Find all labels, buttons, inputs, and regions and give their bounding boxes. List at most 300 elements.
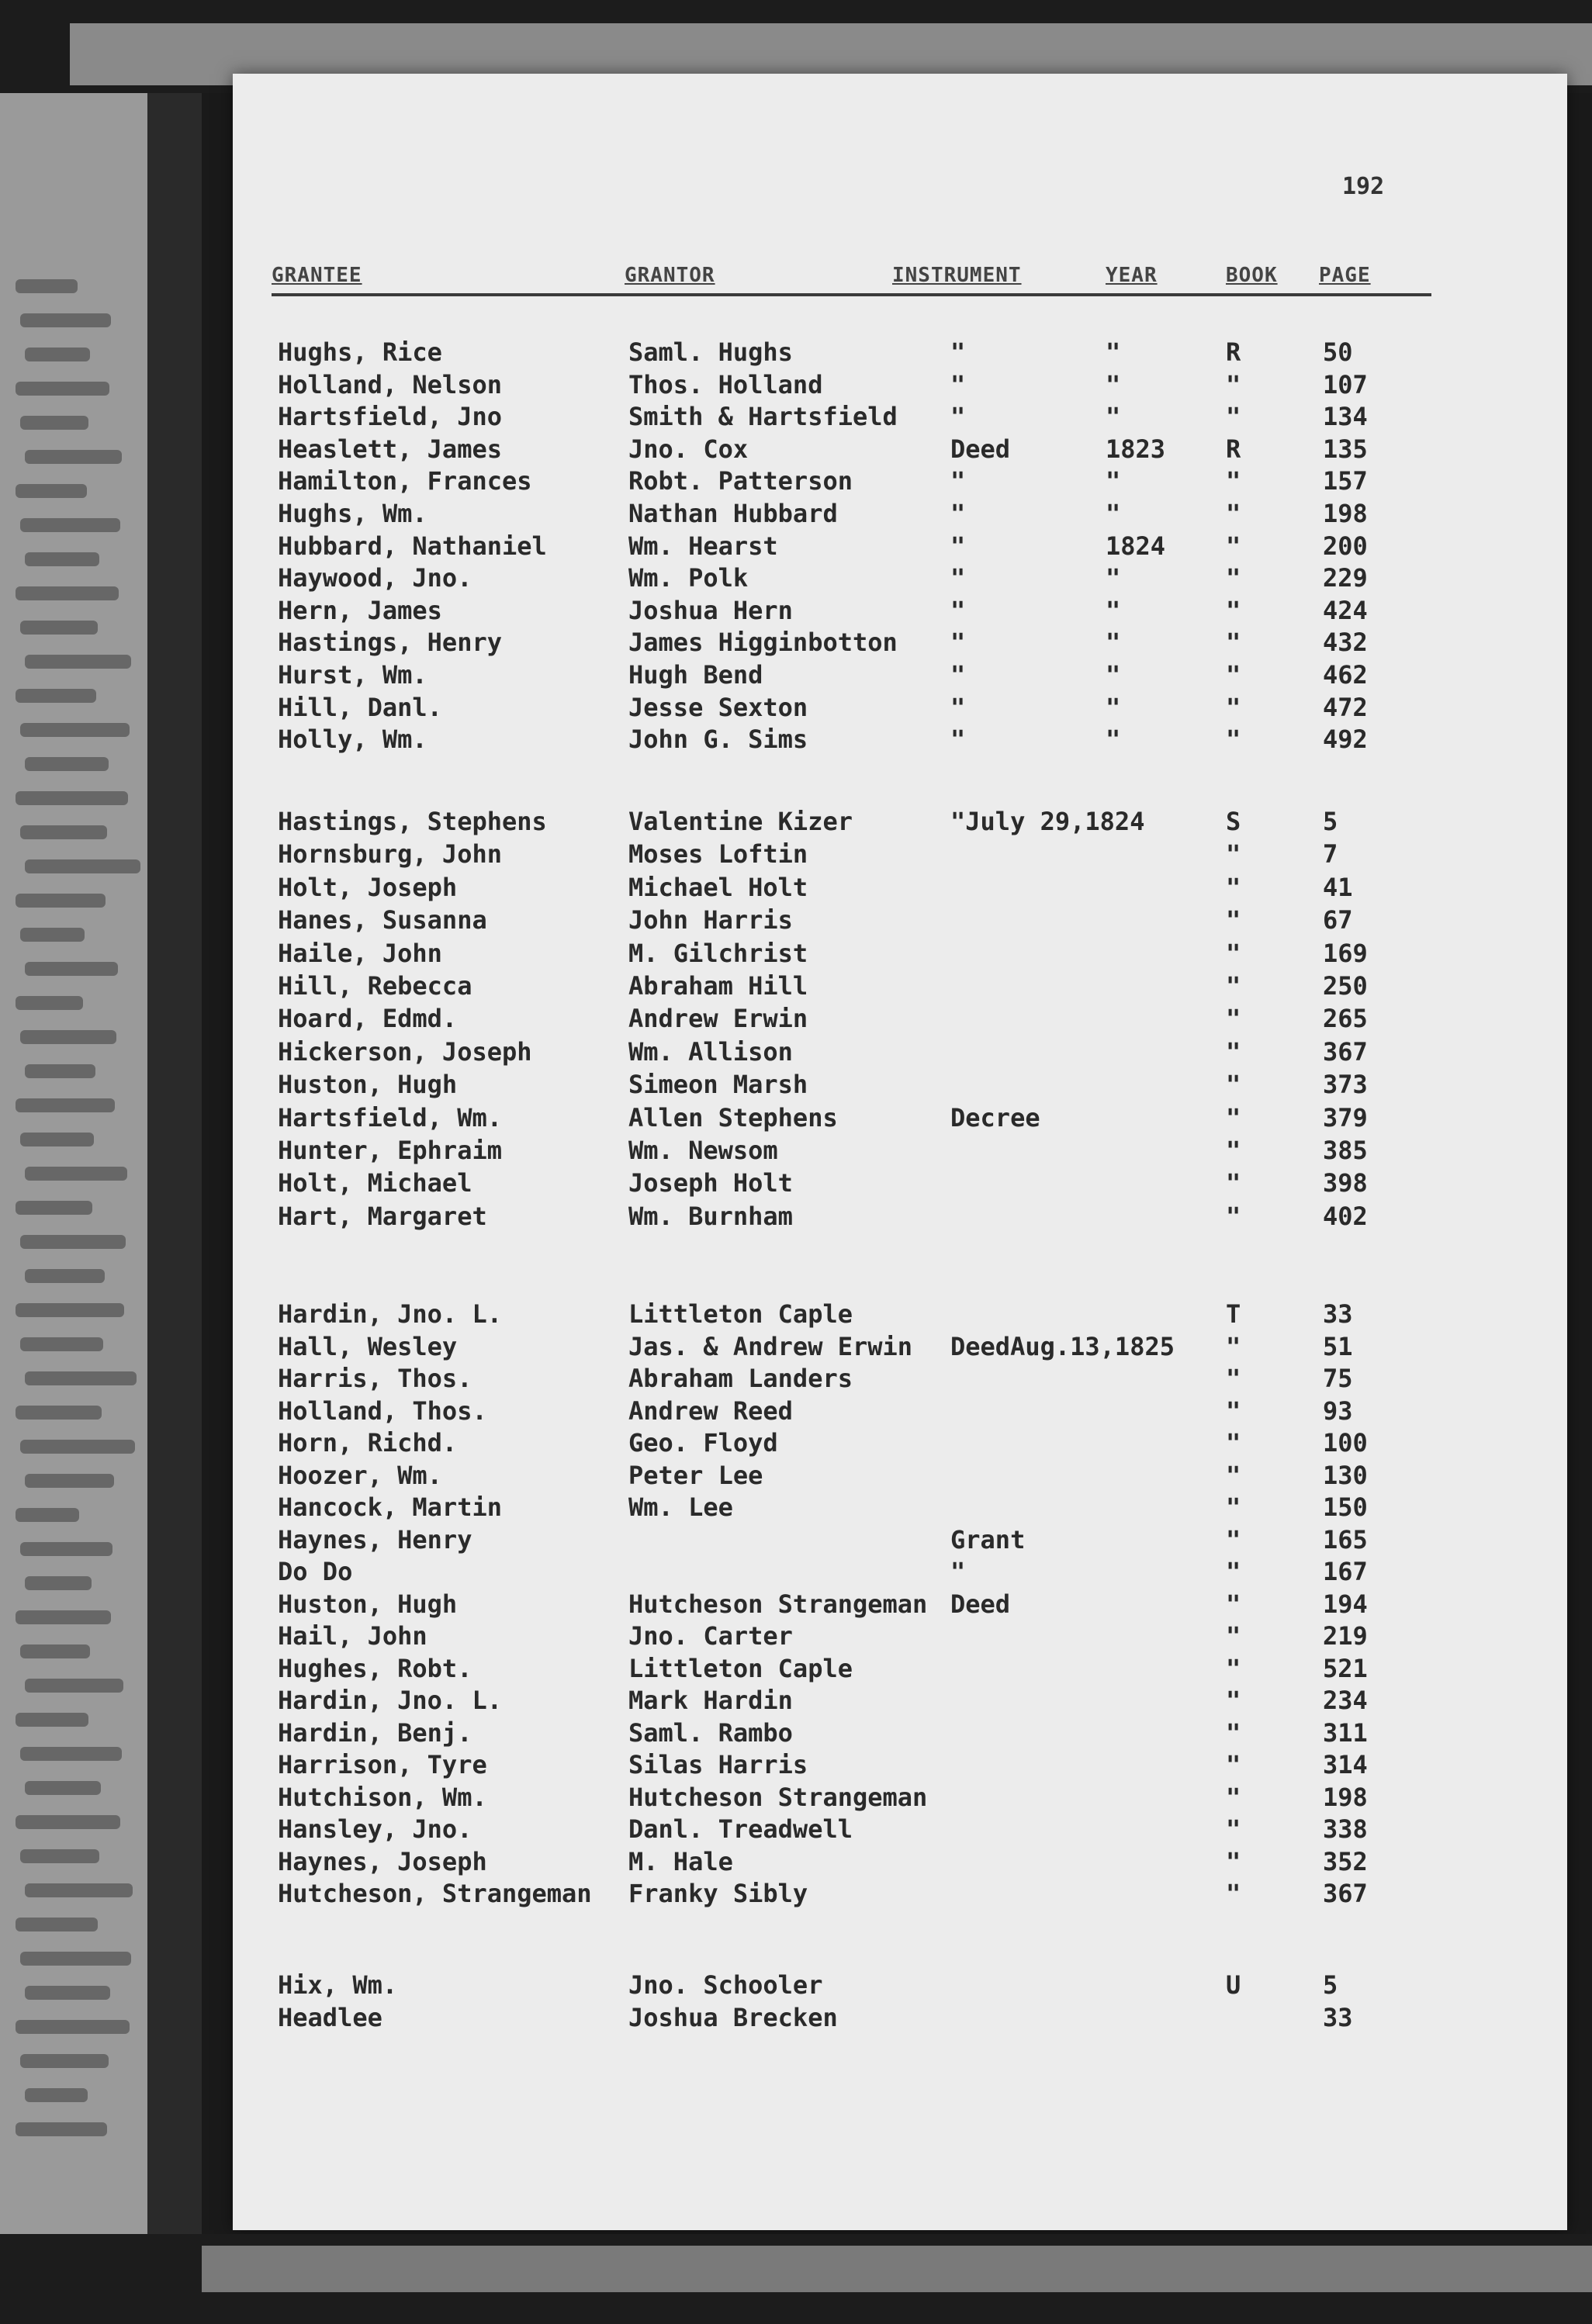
cell-year: " [1106, 466, 1121, 496]
cell-page: 385 [1323, 1136, 1368, 1165]
cell-year: " [1106, 563, 1121, 593]
cell-instrument: Decree [950, 1102, 1040, 1133]
cell-grantee: Hastings, Henry [278, 628, 502, 658]
previous-page-text-fragment [16, 1406, 102, 1420]
cell-grantee: Hail, John [278, 1621, 427, 1651]
cell-grantor: Valentine Kizer [628, 807, 853, 836]
ledger-row [233, 1037, 1567, 1068]
cell-book: T [1226, 1299, 1241, 1329]
cell-book: " [1226, 369, 1241, 399]
cell-grantor: Hutcheson Strangeman [628, 1782, 928, 1812]
ledger-row [233, 1557, 1567, 1588]
previous-page-text-fragment [16, 1098, 115, 1112]
previous-page-text-fragment [25, 1064, 95, 1078]
previous-page-text-fragment [25, 450, 122, 464]
cell-page: 194 [1323, 1589, 1368, 1619]
previous-page-text-fragment [20, 825, 107, 839]
ledger-row [233, 725, 1567, 756]
cell-grantor: Abraham Landers [628, 1364, 853, 1393]
cell-grantee: Hansley, Jno. [278, 1814, 472, 1844]
cell-book: " [1226, 1557, 1241, 1586]
cell-grantee: Holt, Michael [278, 1168, 472, 1198]
cell-book: " [1226, 1036, 1241, 1067]
cell-page: 67 [1323, 905, 1353, 935]
cell-grantor: Wm. Newsom [628, 1136, 778, 1165]
cell-instrument: " [950, 337, 966, 367]
cell-page: 169 [1323, 938, 1368, 968]
ledger-row [233, 337, 1567, 368]
previous-page-text-fragment [20, 518, 120, 532]
cell-grantor: Andrew Erwin [628, 1004, 808, 1034]
ledger-row [233, 1103, 1567, 1134]
cell-page: 200 [1323, 531, 1368, 561]
cell-grantor: Geo. Floyd [628, 1428, 778, 1458]
cell-page: 198 [1323, 499, 1368, 528]
cell-page: 314 [1323, 1750, 1368, 1779]
ledger-row [233, 370, 1567, 401]
previous-page-text-fragment [25, 757, 109, 771]
cell-grantor: Nathan Hubbard [628, 499, 838, 528]
cell-grantor: Littleton Caple [628, 1299, 853, 1329]
previous-page-text-fragment [20, 1337, 103, 1351]
cell-page: 472 [1323, 692, 1368, 722]
previous-page-text-fragment [25, 1269, 105, 1283]
ledger-row [233, 1428, 1567, 1459]
cell-page: 398 [1323, 1168, 1368, 1198]
cell-grantee: Hancock, Martin [278, 1492, 502, 1522]
cell-grantor: Peter Lee [628, 1460, 763, 1490]
ledger-row [233, 499, 1567, 530]
cell-instrument: " [950, 595, 966, 625]
previous-page-text-fragment [16, 586, 119, 600]
cell-instrument: "July 29,1824 [950, 807, 1145, 836]
cell-book: " [1226, 1460, 1241, 1490]
cell-instrument: " [950, 466, 966, 496]
cell-page: 107 [1323, 369, 1368, 399]
cell-grantee: Headlee [278, 2003, 382, 2032]
previous-page-text-fragment [16, 1201, 92, 1215]
ledger-row [233, 1879, 1567, 1910]
cell-book: " [1226, 1653, 1241, 1683]
cell-grantee: Hardin, Jno. L. [278, 1686, 502, 1715]
previous-page-text-fragment [20, 1542, 112, 1556]
previous-page-text-fragment [20, 1133, 94, 1146]
cell-book: " [1226, 595, 1241, 625]
cell-grantee: Hutcheson, Strangeman [278, 1879, 592, 1908]
cell-instrument: " [950, 628, 966, 658]
cell-grantor: Wm. Polk [628, 563, 749, 593]
previous-page-text-fragment [25, 552, 99, 566]
cell-grantor: Joshua Brecken [628, 2003, 838, 2032]
cell-page: 424 [1323, 595, 1368, 625]
header-page: PAGE [1319, 264, 1371, 287]
cell-page: 5 [1323, 1970, 1338, 2000]
ledger-row [233, 1136, 1567, 1167]
previous-page-text-fragment [16, 1918, 98, 1931]
cell-page: 402 [1323, 1201, 1368, 1231]
previous-page-text-fragment [20, 928, 85, 942]
cell-year: " [1106, 595, 1121, 625]
cell-grantee: Hickerson, Joseph [278, 1036, 532, 1067]
previous-page-text-fragment [20, 1849, 99, 1863]
cell-grantee: Hill, Rebecca [278, 971, 472, 1001]
cell-book: " [1226, 531, 1241, 561]
cell-grantee: Haywood, Jno. [278, 563, 472, 593]
cell-grantor: Hugh Bend [628, 660, 763, 690]
cell-year: " [1106, 628, 1121, 658]
cell-page: 265 [1323, 1004, 1368, 1034]
cell-book: " [1226, 402, 1241, 432]
cell-grantor: Robt. Patterson [628, 466, 853, 496]
cell-grantor: Saml. Hughs [628, 337, 793, 367]
cell-book: " [1226, 938, 1241, 968]
cell-grantee: Harrison, Tyre [278, 1750, 487, 1779]
cell-page: 7 [1323, 839, 1338, 870]
previous-page-text-fragment [16, 382, 109, 396]
cell-book: " [1226, 971, 1241, 1001]
cell-page: 135 [1323, 434, 1368, 464]
previous-page-text-fragment [25, 962, 118, 976]
cell-instrument: " [950, 402, 966, 432]
previous-page-text-fragment [16, 1815, 120, 1829]
ledger-page [233, 74, 1567, 2230]
previous-page-text-fragment [20, 1235, 126, 1249]
previous-page-text-fragment [16, 2020, 130, 2034]
cell-instrument: " [950, 692, 966, 722]
cell-grantor: Joseph Holt [628, 1168, 793, 1198]
ledger-row [233, 531, 1567, 562]
previous-page-text-fragment [20, 1644, 90, 1658]
cell-grantor: M. Hale [628, 1846, 733, 1876]
cell-page: 51 [1323, 1331, 1353, 1361]
cell-grantee: Holland, Nelson [278, 369, 502, 399]
previous-page-text-fragment [25, 1883, 133, 1897]
cell-grantee: Harris, Thos. [278, 1364, 472, 1393]
cell-grantee: Hartsfield, Wm. [278, 1102, 502, 1133]
ledger-row [233, 1970, 1567, 2001]
cell-book: " [1226, 466, 1241, 496]
cell-grantor: Jno. Schooler [628, 1970, 823, 2000]
cell-instrument: " [950, 725, 966, 755]
previous-page-text-fragment [25, 348, 90, 361]
cell-page: 367 [1323, 1036, 1368, 1067]
cell-grantee: Hughs, Rice [278, 337, 442, 367]
ledger-row [233, 1814, 1567, 1845]
cell-book: " [1226, 839, 1241, 870]
cell-grantee: Huston, Hugh [278, 1070, 458, 1100]
cell-page: 50 [1323, 337, 1353, 367]
cell-page: 5 [1323, 807, 1338, 836]
cell-grantee: Holly, Wm. [278, 725, 427, 755]
cell-book: " [1226, 1846, 1241, 1876]
cell-grantor: Littleton Caple [628, 1653, 853, 1683]
cell-book: " [1226, 1070, 1241, 1100]
ledger-row [233, 807, 1567, 838]
cell-grantor: Wm. Burnham [628, 1201, 793, 1231]
previous-page-text-fragment [20, 1952, 131, 1966]
previous-page-text-fragment [25, 1576, 92, 1590]
cell-page: 521 [1323, 1653, 1368, 1683]
cell-grantor: Jesse Sexton [628, 692, 808, 722]
cell-grantee: Hoozer, Wm. [278, 1460, 442, 1490]
cell-grantor: Saml. Rambo [628, 1717, 793, 1748]
cell-year: " [1106, 725, 1121, 755]
ledger-row [233, 596, 1567, 627]
cell-book: " [1226, 1395, 1241, 1426]
previous-page-edge [0, 93, 147, 2234]
previous-page-text-fragment [20, 2054, 109, 2068]
previous-page-text-fragment [16, 894, 106, 908]
ledger-row [233, 1492, 1567, 1523]
cell-book: " [1226, 628, 1241, 658]
cell-grantee: Hardin, Jno. L. [278, 1299, 502, 1329]
cell-page: 93 [1323, 1395, 1353, 1426]
cell-grantor: Mark Hardin [628, 1686, 793, 1715]
cell-page: 379 [1323, 1102, 1368, 1133]
cell-page: 130 [1323, 1460, 1368, 1490]
cell-grantor: Simeon Marsh [628, 1070, 808, 1100]
ledger-row [233, 402, 1567, 433]
cell-page: 100 [1323, 1428, 1368, 1458]
cell-page: 33 [1323, 2003, 1353, 2032]
cell-grantee: Do Do [278, 1557, 353, 1586]
cell-grantor: Abraham Hill [628, 971, 808, 1001]
cell-page: 33 [1323, 1299, 1353, 1329]
previous-page-text-fragment [16, 1713, 88, 1727]
cell-book: " [1226, 1621, 1241, 1651]
previous-page-text-fragment [25, 859, 140, 873]
cell-instrument: DeedAug.13,1825 [950, 1331, 1175, 1361]
cell-grantor: Hutcheson Strangeman [628, 1589, 928, 1619]
ledger-row [233, 1070, 1567, 1101]
header-instrument: INSTRUMENT [892, 264, 1022, 287]
cell-instrument: " [950, 531, 966, 561]
previous-page-text-fragment [16, 996, 83, 1010]
cell-book: R [1226, 337, 1241, 367]
cell-book: " [1226, 1331, 1241, 1361]
cell-instrument: " [950, 499, 966, 528]
previous-page-text-fragment [20, 1440, 135, 1454]
cell-book: " [1226, 872, 1241, 902]
cell-grantee: Hornsburg, John [278, 839, 502, 870]
cell-grantee: Holland, Thos. [278, 1395, 487, 1426]
cell-page: 432 [1323, 628, 1368, 658]
cell-book: " [1226, 1201, 1241, 1231]
cell-grantee: Hartsfield, Jno [278, 402, 502, 432]
cell-grantor: Allen Stephens [628, 1102, 838, 1133]
cell-grantee: Holt, Joseph [278, 872, 458, 902]
cell-book: " [1226, 1814, 1241, 1844]
cell-instrument: Deed [950, 434, 1011, 464]
cell-book: " [1226, 1524, 1241, 1555]
cell-grantee: Hughes, Robt. [278, 1653, 472, 1683]
cell-book: " [1226, 1102, 1241, 1133]
cell-book: " [1226, 660, 1241, 690]
cell-grantee: Hanes, Susanna [278, 905, 487, 935]
previous-page-text-fragment [20, 1030, 116, 1044]
cell-page: 150 [1323, 1492, 1368, 1522]
page-number: 192 [1342, 173, 1385, 200]
ledger-row [233, 1202, 1567, 1233]
ledger-row [233, 1004, 1567, 1035]
cell-instrument: " [950, 369, 966, 399]
cell-instrument: Grant [950, 1524, 1026, 1555]
cell-year: 1823 [1106, 434, 1166, 464]
cell-grantee: Hubbard, Nathaniel [278, 531, 547, 561]
previous-page-text-fragment [16, 1508, 79, 1522]
header-grantor: GRANTOR [625, 264, 715, 287]
cell-page: 219 [1323, 1621, 1368, 1651]
cell-year: " [1106, 337, 1121, 367]
cell-book: " [1226, 1428, 1241, 1458]
cell-grantee: Hill, Danl. [278, 692, 442, 722]
cell-page: 75 [1323, 1364, 1353, 1393]
cell-book: " [1226, 1782, 1241, 1812]
cell-page: 367 [1323, 1879, 1368, 1908]
cell-grantor: Thos. Holland [628, 369, 823, 399]
cell-grantee: Haynes, Henry [278, 1524, 472, 1555]
cell-grantee: Hurst, Wm. [278, 660, 427, 690]
ledger-row [233, 1621, 1567, 1652]
cell-grantor: M. Gilchrist [628, 938, 808, 968]
cell-book: " [1226, 1492, 1241, 1522]
cell-grantor: Michael Holt [628, 872, 808, 902]
cell-instrument: " [950, 1557, 966, 1586]
cell-grantee: Haynes, Joseph [278, 1846, 487, 1876]
previous-page-text-fragment [25, 1679, 123, 1693]
ledger-row [233, 466, 1567, 497]
cell-year: " [1106, 369, 1121, 399]
cell-page: 462 [1323, 660, 1368, 690]
ledger-row [233, 2003, 1567, 2034]
cell-instrument: " [950, 563, 966, 593]
cell-page: 167 [1323, 1557, 1368, 1586]
cell-year: 1824 [1106, 531, 1166, 561]
cell-page: 352 [1323, 1846, 1368, 1876]
cell-grantee: Hastings, Stephens [278, 807, 547, 836]
previous-page-text-fragment [20, 723, 130, 737]
film-bottom-strip [202, 2246, 1592, 2292]
ledger-row [233, 1847, 1567, 1878]
cell-book: " [1226, 725, 1241, 755]
cell-book: " [1226, 563, 1241, 593]
cell-grantor: Smith & Hartsfield [628, 402, 898, 432]
cell-book: " [1226, 1168, 1241, 1198]
cell-grantor: Andrew Reed [628, 1395, 793, 1426]
cell-grantor: Franky Sibly [628, 1879, 808, 1908]
cell-page: 157 [1323, 466, 1368, 496]
ledger-row [233, 1168, 1567, 1199]
cell-grantor: Wm. Lee [628, 1492, 733, 1522]
cell-grantor: Wm. Allison [628, 1036, 793, 1067]
cell-grantor: John Harris [628, 905, 793, 935]
cell-book: " [1226, 1589, 1241, 1619]
cell-year: " [1106, 402, 1121, 432]
previous-page-text-fragment [16, 484, 87, 498]
cell-page: 134 [1323, 402, 1368, 432]
cell-grantor: Joshua Hern [628, 595, 793, 625]
ledger-row [233, 1332, 1567, 1363]
previous-page-text-fragment [25, 2088, 88, 2102]
cell-book: " [1226, 905, 1241, 935]
ledger-row [233, 1783, 1567, 1814]
cell-book: " [1226, 692, 1241, 722]
cell-page: 492 [1323, 725, 1368, 755]
cell-book: U [1226, 1970, 1241, 2000]
ledger-row [233, 1461, 1567, 1492]
previous-page-text-fragment [25, 1167, 127, 1181]
cell-grantee: Huston, Hugh [278, 1589, 458, 1619]
cell-grantee: Haile, John [278, 938, 442, 968]
cell-page: 229 [1323, 563, 1368, 593]
cell-grantor: John G. Sims [628, 725, 808, 755]
previous-page-text-fragment [16, 1610, 111, 1624]
cell-book: " [1226, 1717, 1241, 1748]
cell-grantee: Hart, Margaret [278, 1201, 487, 1231]
ledger-row [233, 1718, 1567, 1749]
cell-page: 311 [1323, 1717, 1368, 1748]
ledger-row [233, 660, 1567, 691]
previous-page-text-fragment [20, 621, 98, 635]
previous-page-text-fragment [16, 2122, 107, 2136]
cell-grantee: Hardin, Benj. [278, 1717, 472, 1748]
cell-grantee: Hern, James [278, 595, 442, 625]
cell-grantee: Horn, Richd. [278, 1428, 458, 1458]
ledger-row [233, 1396, 1567, 1427]
header-year: YEAR [1106, 264, 1158, 287]
ledger-row [233, 971, 1567, 1002]
cell-grantor: Jno. Carter [628, 1621, 793, 1651]
ledger-row [233, 563, 1567, 594]
cell-book: " [1226, 1686, 1241, 1715]
header-book: BOOK [1226, 264, 1278, 287]
ledger-row [233, 905, 1567, 936]
cell-page: 250 [1323, 971, 1368, 1001]
ledger-row [233, 1299, 1567, 1330]
header-rule [272, 293, 1431, 296]
ledger-row [233, 839, 1567, 870]
cell-year: " [1106, 692, 1121, 722]
header-grantee: GRANTEE [272, 264, 362, 287]
cell-book: " [1226, 1136, 1241, 1165]
ledger-row [233, 1589, 1567, 1620]
cell-book: " [1226, 499, 1241, 528]
ledger-row [233, 628, 1567, 659]
previous-page-text-fragment [25, 1986, 110, 2000]
cell-grantee: Hutchison, Wm. [278, 1782, 487, 1812]
previous-page-text-fragment [16, 279, 78, 293]
cell-grantor: Silas Harris [628, 1750, 808, 1779]
ledger-row [233, 873, 1567, 904]
cell-page: 41 [1323, 872, 1353, 902]
cell-grantee: Hamilton, Frances [278, 466, 532, 496]
cell-page: 338 [1323, 1814, 1368, 1844]
cell-grantee: Heaslett, James [278, 434, 502, 464]
previous-page-text-fragment [20, 313, 111, 327]
ledger-row [233, 1750, 1567, 1781]
ledger-row [233, 434, 1567, 465]
cell-book: " [1226, 1879, 1241, 1908]
cell-book: R [1226, 434, 1241, 464]
cell-year: " [1106, 499, 1121, 528]
previous-page-text-fragment [25, 1781, 101, 1795]
cell-instrument: " [950, 660, 966, 690]
cell-grantee: Hix, Wm. [278, 1970, 398, 2000]
previous-page-text-fragment [20, 1747, 122, 1761]
cell-grantee: Hunter, Ephraim [278, 1136, 502, 1165]
ledger-row [233, 693, 1567, 724]
cell-grantor: Jas. & Andrew Erwin [628, 1331, 913, 1361]
